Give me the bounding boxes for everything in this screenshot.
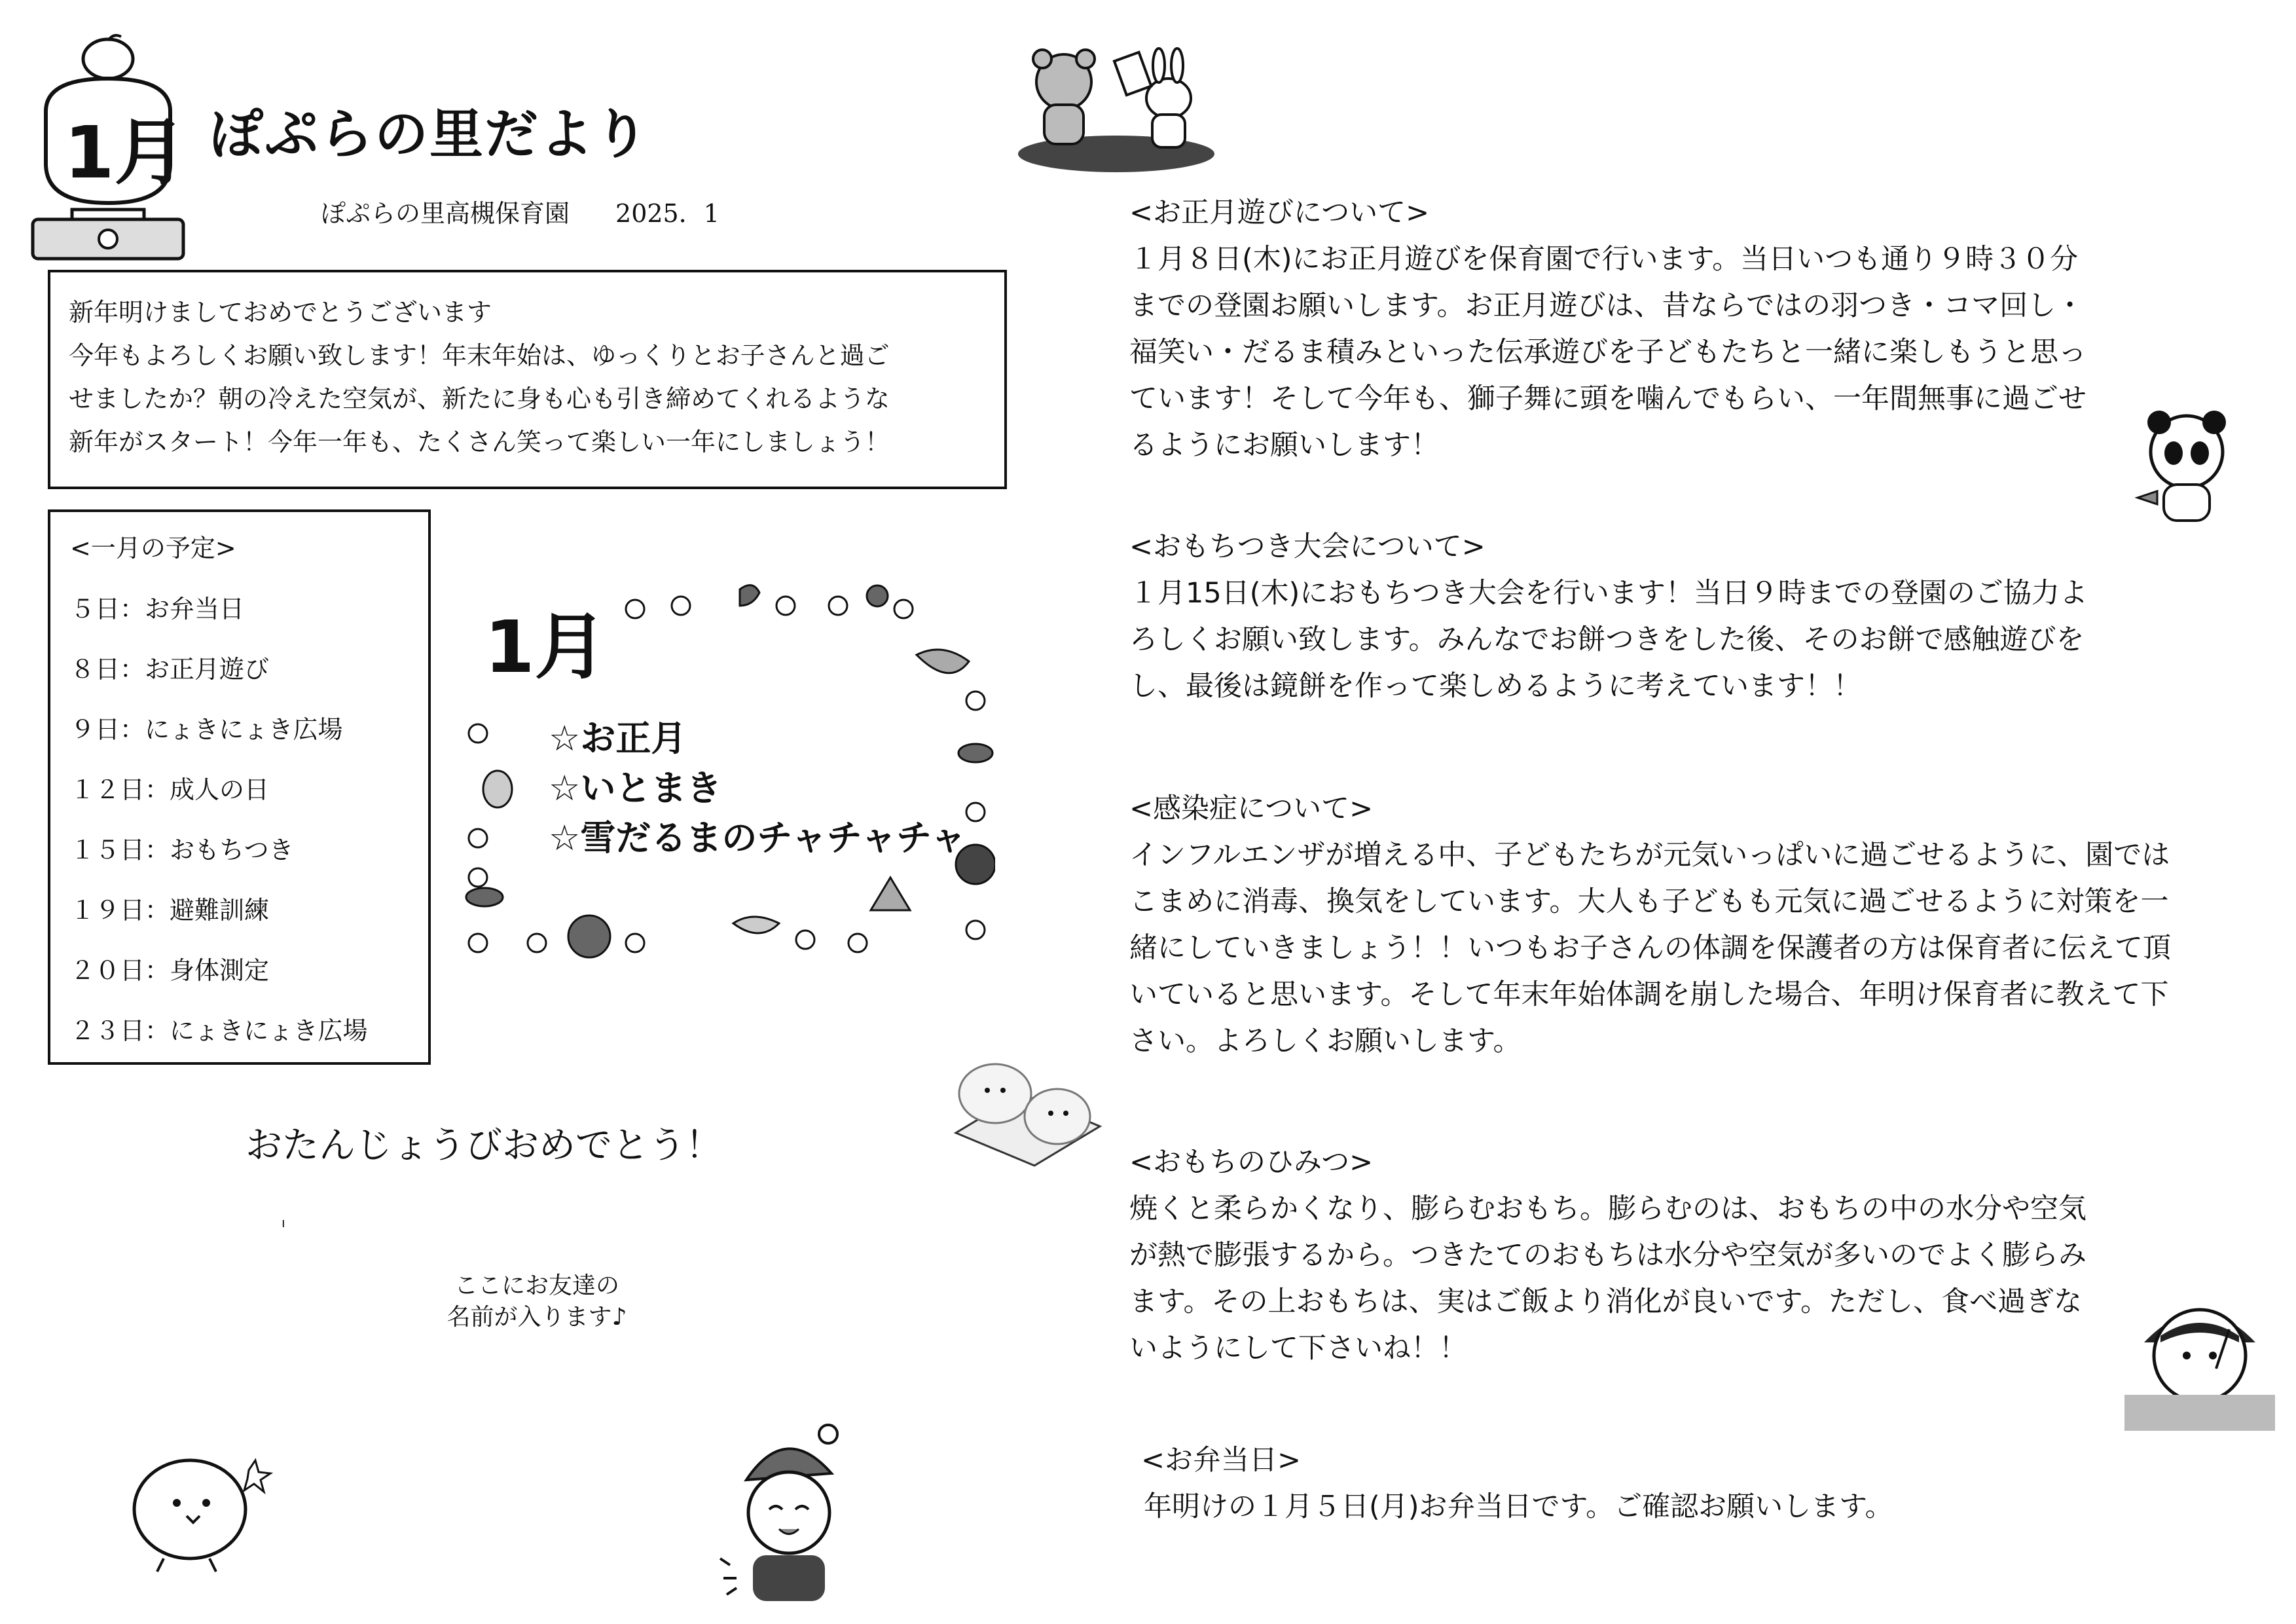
issue-date: 2025．1 [615,199,720,228]
schedule-item: １２日：成人の日 [70,775,270,804]
greeting-line: 新年がスタート！今年一年も、たくさん笑って楽しい一年にしましょう！ [69,428,890,456]
greeting-line: 新年明けましておめでとうございます [69,298,492,327]
girl-santa-hat-illustration [707,1421,864,1607]
schedule-item: ２３日：にょきにょき広場 [70,1016,368,1045]
schedule-item: ２０日：身体測定 [70,956,270,985]
section-mochitsuki [1129,524,2249,710]
song-item: ☆お正月 [549,718,687,759]
section-line: 年明けの１月５日(月)お弁当日です。ご確認お願いします。 [1144,1490,1893,1523]
section-line: し、最後は鏡餅を作って楽しめるように考えています！！ [1129,670,1861,703]
schedule-item: １５日：おもちつき [70,836,294,864]
section-line: ろしくお願い致します。みんなでお餅つきをした後、そのお餅で感触遊びを [1129,623,2085,656]
section-heading: <お弁当日> [1141,1444,1302,1477]
section-line: １月15日(木)におもちつき大会を行います！当日９時までの登園のご協力よ [1129,577,2088,610]
mochi-on-grill-illustration [943,1054,1106,1175]
songs-month: 1月 [484,605,607,689]
greeting-line: せましたか？朝の冷えた空気が、新たに身も心も引き締めてくれるような [69,384,890,413]
section-line: 福笑い・だるま積みといった伝承遊びを子どもたちと一緒に楽しもうと思っ [1129,336,2086,369]
schedule-item: ５日：お弁当日 [70,595,245,623]
section-line: 緒にしていきましょう！！いつもお子さんの体調を保護者の方は保育者に伝えて頂 [1129,932,2171,965]
org-line [321,193,720,229]
section-line: ています！そして今年も、獅子舞に頭を噛んでもらい、一年間無事に過ごせ [1129,382,2086,415]
month-badge [26,33,190,262]
schedule-item: １９日：避難訓練 [70,896,270,925]
schedule-item: ８日：お正月遊び [70,655,270,684]
org-name: ぽぷらの里高槻保育園 [321,199,570,228]
section-heading: <おもちのひみつ> [1129,1146,1374,1179]
section-heading: <感染症について> [1129,792,1374,825]
section-line: ます。その上おもちは、実はご飯より消化が良いです。ただし、食べ過ぎな [1129,1285,2083,1318]
section-line: １月８日(木)にお正月遊びを保育園で行います。当日いつも通り９時３０分 [1129,243,2079,276]
birthday-note [393,1270,681,1333]
schedule-box [48,509,431,1065]
songs-list [549,714,966,863]
section-line: いていると思います。そして年末年始体調を崩した場合、年明け保育者に教えて下 [1129,978,2169,1011]
song-item: ☆いとまき [549,767,722,809]
greeting-box [48,270,1007,489]
schedule-heading: <一月の予定> [70,534,236,563]
section-infection [1129,786,2249,1065]
section-line: までの登園お願いします。お正月遊びは、昔ならではの羽つき・コマ回し・ [1129,289,2085,322]
section-new-year-games [1129,190,2249,469]
schedule-item: ９日：にょきにょき広場 [70,715,343,744]
section-heading: <おもちつき大会について> [1129,530,1485,563]
section-line: インフルエンザが増える中、子どもたちが元気いっぱいに過ごせるように、園では [1129,839,2170,872]
section-line: が熱で膨張するから。つきたてのおもちは水分や空気が多いのでよく膨らみ [1129,1239,2086,1272]
section-line: いようにして下さいね！！ [1129,1332,1467,1365]
bear-rabbit-illustration [1008,36,1224,176]
section-mochi-secret [1129,1139,2249,1372]
birthday-note-line: 名前が入ります♪ [446,1304,627,1331]
section-line: るようにお願いします！ [1129,429,1439,462]
song-item: ☆雪だるまのチャチャチャ [549,817,966,858]
section-line: こまめに消毒、換気をしています。大人も子どもも元気に過ごせるように対策を一 [1129,885,2169,918]
greeting-line: 今年もよろしくお願い致します！年末年始は、ゆっくりとお子さんと過ご [69,341,890,370]
birthday-title: おたんじょうびおめでとう！ [246,1124,722,1167]
section-line: さい。よろしくお願いします。 [1129,1025,1522,1058]
newsletter-title: ぽぷらの里だより [210,103,650,166]
section-line: 焼くと柔らかくなり、膨らむおもち。膨らむのは、おもちの中の水分や空気 [1129,1192,2086,1225]
girl-eating-mochi-illustration [2124,1283,2275,1437]
chick-illustration [124,1444,295,1578]
panda-illustration [2128,399,2246,533]
section-bento [1129,1437,2249,1530]
month-badge-label: 1月 [64,111,187,194]
birthday-note-line: ここにお友達の [454,1272,619,1299]
section-heading: <お正月遊びについて> [1129,196,1430,229]
birthday-tick-mark: ı [282,1215,285,1230]
